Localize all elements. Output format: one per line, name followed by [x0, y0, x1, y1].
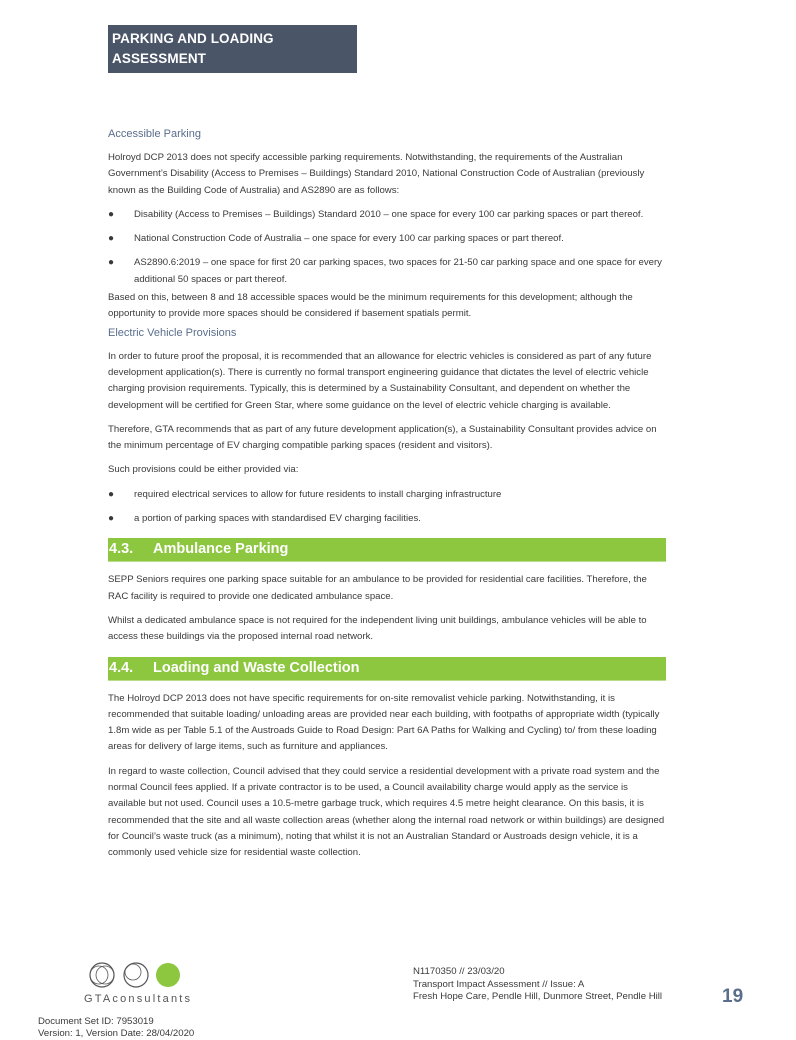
- section-heading-ambulance: [108, 538, 666, 562]
- list-item-text: required electrical services to allow for future residents to install charging infrastructure: [134, 488, 502, 500]
- footer-report: Transport Impact Assessment // Issue: A: [413, 978, 585, 990]
- ev-paragraph-3: Such provisions could be either provided via:: [108, 464, 299, 476]
- list-item-text: a portion of parking spaces with standardised EV charging facilities.: [134, 513, 421, 525]
- footer-project: Fresh Hope Care, Pendle Hill, Dunmore Street, Pendle Hill: [413, 991, 663, 1002]
- main-content: [108, 127, 666, 870]
- gta-logo-icon: [84, 960, 184, 992]
- page-number: 19: [722, 986, 744, 1007]
- list-item-text: AS2890.6:2019 – one space for first 20 car parking spaces, two spaces for 21-50 car parking space and one space for every additional 50 spaces or part thereof.: [134, 257, 662, 285]
- list-item: [108, 255, 666, 288]
- document-set-id: Document Set ID: 7953019: [38, 1016, 154, 1027]
- footer-meta: [413, 966, 662, 1004]
- bullet-icon: ●: [108, 513, 115, 525]
- section-number: 4.3.: [109, 541, 134, 558]
- ambulance-paragraph-2: Whilst a dedicated ambulance space is not required for the independent living unit buildings, ambulance vehicles will be able to access these buildings via the proposed internal road network.: [108, 614, 647, 643]
- footer-reference: N1170350 // 23/03/20: [413, 966, 505, 977]
- ambulance-paragraph-1: SEPP Seniors requires one parking space suitable for an ambulance to be provided for residential care facilities. Therefore, the RAC facility is required to provide one dedicated ambulance space.: [108, 574, 647, 602]
- ev-provisions-heading: Electric Vehicle Provisions: [108, 326, 237, 339]
- accessible-conclusion: Based on this, between 8 and 18 accessible spaces would be the minimum requirements for this development; although the opportunity to provide more spaces should be considered if basement spatials permit.: [108, 292, 633, 320]
- document-id: [38, 1016, 194, 1040]
- accessible-parking-heading: Accessible Parking: [108, 128, 201, 140]
- document-version: Version: 1, Version Date: 28/04/2020: [38, 1028, 195, 1039]
- loading-paragraph-2: In regard to waste collection, Council advised that they could service a residential development with a private road system and the normal Council fees applied. If a private contractor is to be used, a Council availability charge would apply as the service is available but not used. Council uses a 10.5-metre garbage truck, which requires 4.5 metre height clearance. On this basis, it is recommended that the site and all waste collection areas (whether along the internal road network or within buildings) are designed for Council’s waste truck (as a minimum), noting that whilst it is not an Australian Standard or Austroads design vehicle, it is a commonly used vehicle size for residential waste collection.: [108, 765, 665, 859]
- list-item-text: Disability (Access to Premises – Buildings) Standard 2010 – one space for every 100 car parking spaces or part thereof.: [134, 208, 644, 220]
- list-item: [108, 511, 666, 527]
- ev-paragraph-2: Therefore, GTA recommends that as part of any future development application(s), a Sustainability Consultant provides advice on the minimum percentage of EV charging compatible parking spaces (resident and visitors).: [108, 423, 657, 452]
- gta-logo: [84, 960, 204, 1006]
- header-line-1: PARKING AND LOADING: [112, 31, 274, 46]
- list-item: [108, 487, 666, 503]
- loading-paragraph-1: The Holroyd DCP 2013 does not have specific requirements for on-site removalist vehicle parking. Notwithstanding, it is recommended that suitable loading/ unloading areas are provided near each building, with footpaths of appropriate width (typically 1.8m wide as per Table 5.1 of the Austroads Guide to Road Design: Part 6A Paths for Walking and Cycling) to/ from these loading areas for delivery of large items, such as furniture and appliances.: [108, 692, 660, 753]
- ev-paragraph-1: In order to future proof the proposal, it is recommended that an allowance for electric vehicles is considered as part of any future development application(s). There is currently no formal transport engineering guidance that dictates the level of electric vehicle charging provision requirements. Typically, this is determined by a Sustainability Consultant, and dependent on whether the development will be certified for Green Star, where some guidance on the level of electric vehicle charging is available.: [108, 350, 652, 411]
- section-heading-loading: [108, 657, 666, 681]
- header-line-2: ASSESSMENT: [112, 51, 207, 66]
- bullet-icon: ●: [108, 208, 115, 220]
- bullet-icon: ●: [108, 257, 115, 269]
- section-title: Ambulance Parking: [153, 541, 289, 558]
- logo-wordmark: GTAconsultants: [84, 993, 193, 1005]
- list-item-text: National Construction Code of Australia – one space for every 100 car parking spaces or part thereof.: [134, 233, 564, 245]
- list-item: [108, 207, 666, 223]
- section-number: 4.4.: [109, 659, 134, 676]
- list-item: [108, 231, 666, 247]
- ev-bullet-list: [108, 487, 666, 528]
- section-title: Loading and Waste Collection: [153, 659, 360, 676]
- bullet-icon: ●: [108, 233, 115, 245]
- accessible-bullet-list: [108, 207, 666, 288]
- bullet-icon: ●: [108, 488, 115, 500]
- page-header-box: [108, 25, 357, 73]
- accessible-intro: Holroyd DCP 2013 does not specify accessible parking requirements. Notwithstanding, the requirements of the Australian Government’s Disability (Access to Premises – Buildings) Standard 2010, National Construction Code of Australian (previously known as the Building Code of Australia) and AS2890 are as follows:: [108, 152, 645, 196]
